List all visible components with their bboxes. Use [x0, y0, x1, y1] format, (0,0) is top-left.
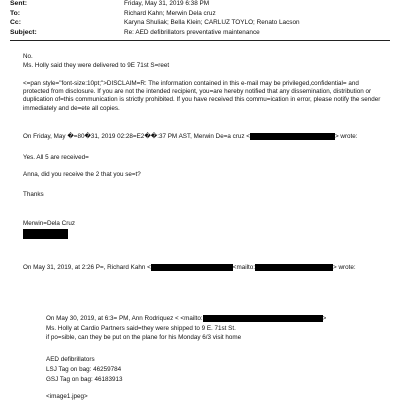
quote-header-1-post: > wrote:	[334, 133, 358, 141]
gsj-tag: GSJ Tag on bag: 46183913	[46, 376, 123, 383]
quote-header-1-pre: On Friday, May �=80�31, 2019 02:28=E2��:37 PM AST, Merwin De=a cruz <	[23, 133, 250, 141]
lsj-tag: LSJ Tag on bag: 46259784	[46, 366, 122, 373]
redacted-email	[255, 264, 333, 271]
redacted-email	[151, 264, 233, 271]
signature-redaction	[23, 229, 68, 239]
redacted-email	[250, 133, 335, 140]
possible-line: if po=sible, can they be put on the plane for his Monday 6/3 visit home	[46, 334, 242, 341]
header-divider	[10, 40, 390, 41]
sent-row	[10, 0, 390, 10]
disclaimer: <=pan style="font-size:10pt;">DISCLAIM=R: The information contained in this e-mail may be privileged,confidential= and protected from disclosure. If you are not the intended recipient, you=are hereby notified that any dissemination, distribution or duplication of=this communication is strictly prohibited. If you have received this commu=ication in error, please notify the sender immediately and de=ete all copies.	[23, 80, 381, 112]
line-no: No.	[23, 53, 33, 60]
anna-line: Anna, did you receive the 2 that you se=t?	[23, 171, 141, 178]
cc-label: Cc:	[10, 19, 21, 26]
cc-value: Karyna Shuliak; Bella Klein; CARLUZ TOYLO; Renato Lacson	[124, 19, 300, 26]
quote-header-3	[46, 315, 326, 323]
sent-label: Sent:	[10, 0, 27, 7]
cc-row	[10, 19, 390, 29]
line-holly: Ms. Holly said they were delivered to 9E 71st S=reet	[23, 62, 170, 69]
yes-line: Yes. All 5 are received=	[23, 154, 89, 161]
subject-row	[10, 29, 390, 39]
image-reference: <image1.jpeg>	[46, 393, 88, 400]
aed-title: AED defibrillators	[46, 356, 95, 363]
redacted-email	[203, 315, 323, 322]
subject-value: Re: AED defibrillators preventative maintenance	[124, 28, 260, 36]
quote-header-2	[23, 264, 356, 272]
quote-header-2-mid: <mailto:	[232, 264, 256, 272]
quote-header-2-pre: On May 31, 2019, at 2:26 P=, Richard Kahn <	[23, 264, 151, 272]
sent-value: Friday, May 31, 2019 6:38 PM	[124, 0, 210, 7]
subject-label: Subject:	[10, 28, 37, 36]
quote-header-3-pre: On May 30, 2019, at 6:3= PM, Ann Rodriquez < <mailto:	[46, 315, 203, 323]
quote-header-1	[23, 133, 358, 141]
to-value: Richard Kahn; Merwin Dela cruz	[124, 9, 216, 17]
cardio-line: Ms. Holly at Cardio Partners said=they were shipped to 9 E. 71st St.	[46, 325, 236, 332]
quote-header-2-post: > wrote:	[333, 264, 356, 272]
quote-header-3-post: >	[322, 315, 327, 323]
to-label: To:	[10, 9, 21, 17]
signature: Merwin=Dela Cruz	[23, 220, 75, 227]
to-row	[10, 10, 390, 20]
thanks-line: Thanks	[23, 191, 44, 198]
redacted-phone	[23, 229, 68, 239]
email-header	[10, 0, 390, 38]
